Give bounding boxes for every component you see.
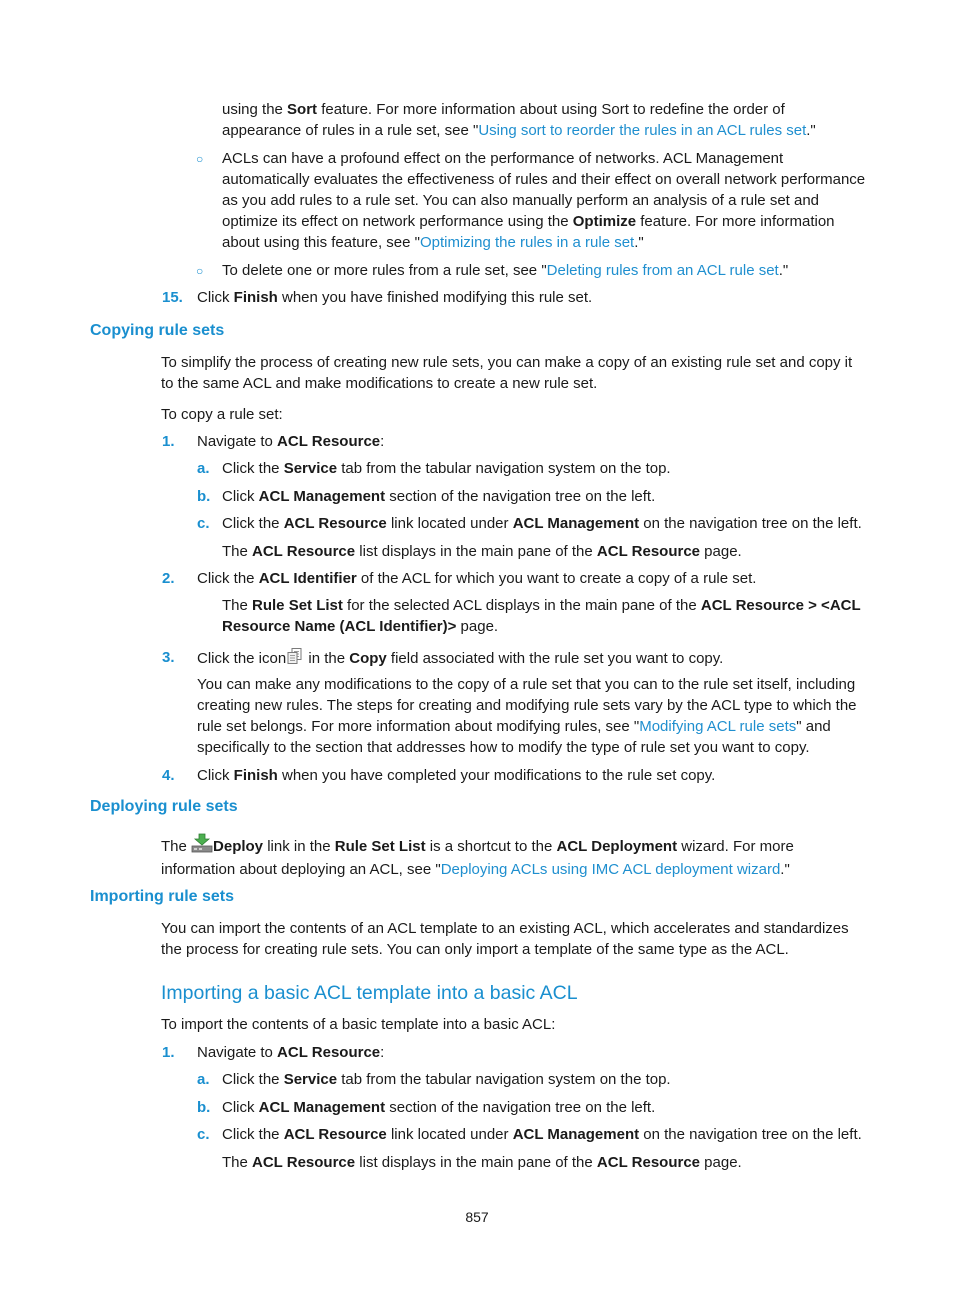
import-step-1c: Click the ACL Resource link located under ACL Management on the navigation tree on the left.	[222, 1126, 862, 1143]
substep-letter: b.	[197, 1099, 211, 1116]
deploy-icon	[191, 833, 213, 859]
heading-copying-rule-sets: Copying rule sets	[90, 322, 225, 339]
step-number: 1.	[162, 1044, 175, 1061]
link-deploying-acls-wizard[interactable]: Deploying ACLs using IMC ACL deployment wizard	[440, 861, 781, 878]
heading-deploying-rule-sets: Deploying rule sets	[90, 798, 238, 815]
bullet-marker: ○	[196, 152, 204, 166]
copy-step-2-note: The Rule Set List for the selected ACL displays in the main pane of the ACL Resource > <ACL Resource Name (ACL Identifier)> page.	[222, 597, 861, 635]
import-step-1a: Click the Service tab from the tabular navigation system on the top.	[222, 1071, 671, 1088]
step-number: 3.	[162, 649, 175, 666]
copy-step-1: Navigate to ACL Resource:	[197, 433, 385, 450]
step-number: 4.	[162, 767, 175, 784]
link-deleting-rules[interactable]: Deleting rules from an ACL rule set	[546, 262, 779, 279]
substep-letter: c.	[197, 1126, 210, 1143]
deploying-paragraph: The Deploy link in the Rule Set List is a shortcut to the ACL Deployment wizard. For more information about deploying an ACL, see "Deploying ACLs using IMC ACL deployment wizard."	[161, 833, 867, 880]
step-number: 1.	[162, 433, 175, 450]
page-number: 857	[465, 1209, 489, 1225]
copy-step-2: Click the ACL Identifier of the ACL for which you want to create a copy of a rule set.	[197, 570, 757, 587]
importing-lead: To import the contents of a basic template into a basic ACL:	[161, 1016, 556, 1033]
import-step-1c-note: The ACL Resource list displays in the main pane of the ACL Resource page.	[222, 1154, 742, 1171]
copy-step-4: Click Finish when you have completed your modifications to the rule set copy.	[197, 767, 716, 784]
importing-intro: You can import the contents of an ACL template to an existing ACL, which accelerates and standardizes the process for creating rule sets. You can only import a template of the same type as the ACL.	[161, 920, 849, 958]
link-sort-reorder[interactable]: Using sort to reorder the rules in an ACL rules set	[478, 122, 807, 139]
sort-term: Sort	[287, 101, 318, 118]
step-number: 2.	[162, 570, 175, 587]
copy-step-1a: Click the Service tab from the tabular navigation system on the top.	[222, 460, 671, 477]
link-modifying-acl-rule-sets[interactable]: Modifying ACL rule sets	[639, 718, 797, 735]
import-step-1b: Click ACL Management section of the navigation tree on the left.	[222, 1099, 656, 1116]
step-number: 15.	[162, 289, 183, 306]
subheading-importing-basic-acl: Importing a basic ACL template into a basic ACL	[161, 982, 578, 1004]
heading-importing-rule-sets: Importing rule sets	[90, 888, 235, 905]
copy-step-3-note: You can make any modifications to the copy of a rule set that you can to the rule set itself, including creating new rules. The steps for creating and modifying rule sets vary by the ACL type to which the rule set belongs. For more information about modifying rules, see "Modifying ACL rule sets" and specifically to the section that addresses how to modify the type of rule set you want to copy.	[197, 676, 857, 756]
bullet-acl-performance: ACLs can have a profound effect on the performance of networks. ACL Management automatically evaluates the effectiveness of rules and their effect on overall network performance as you add rules to a rule set. You can also manually perform an analysis of a rule set and optimize its effect on network performance using the Optimize feature. For more information about using this feature, see "Optimizing the rules in a rule set."	[222, 150, 866, 251]
copy-step-3: Click the icon in the Copy field associated with the rule set you want to copy.	[197, 647, 867, 671]
sort-paragraph: using the Sort feature. For more information about using Sort to redefine the order of appearance of rules in a rule set, see "Using sort to reorder the rules in an ACL rules set."	[222, 101, 816, 139]
copy-step-1c: Click the ACL Resource link located under ACL Management on the navigation tree on the left.	[222, 515, 862, 532]
copy-step-1c-note: The ACL Resource list displays in the main pane of the ACL Resource page.	[222, 543, 742, 560]
substep-letter: b.	[197, 488, 211, 505]
substep-letter: c.	[197, 515, 210, 532]
import-step-1: Navigate to ACL Resource:	[197, 1044, 385, 1061]
copy-step-1b: Click ACL Management section of the navigation tree on the left.	[222, 488, 656, 505]
bullet-marker: ○	[196, 264, 204, 278]
substep-letter: a.	[197, 460, 210, 477]
bullet-delete-rules: To delete one or more rules from a rule set, see "Deleting rules from an ACL rule set."	[222, 262, 789, 279]
step-15-text: Click Finish when you have finished modifying this rule set.	[197, 289, 593, 306]
copy-icon	[286, 647, 304, 671]
substep-letter: a.	[197, 1071, 210, 1088]
optimize-term: Optimize	[572, 213, 637, 230]
copying-intro: To simplify the process of creating new rule sets, you can make a copy of an existing rule set and copy it to the same ACL and make modifications to create a new rule set.	[161, 354, 853, 392]
link-optimizing-rules[interactable]: Optimizing the rules in a rule set	[419, 234, 635, 251]
copying-lead: To copy a rule set:	[161, 406, 283, 423]
